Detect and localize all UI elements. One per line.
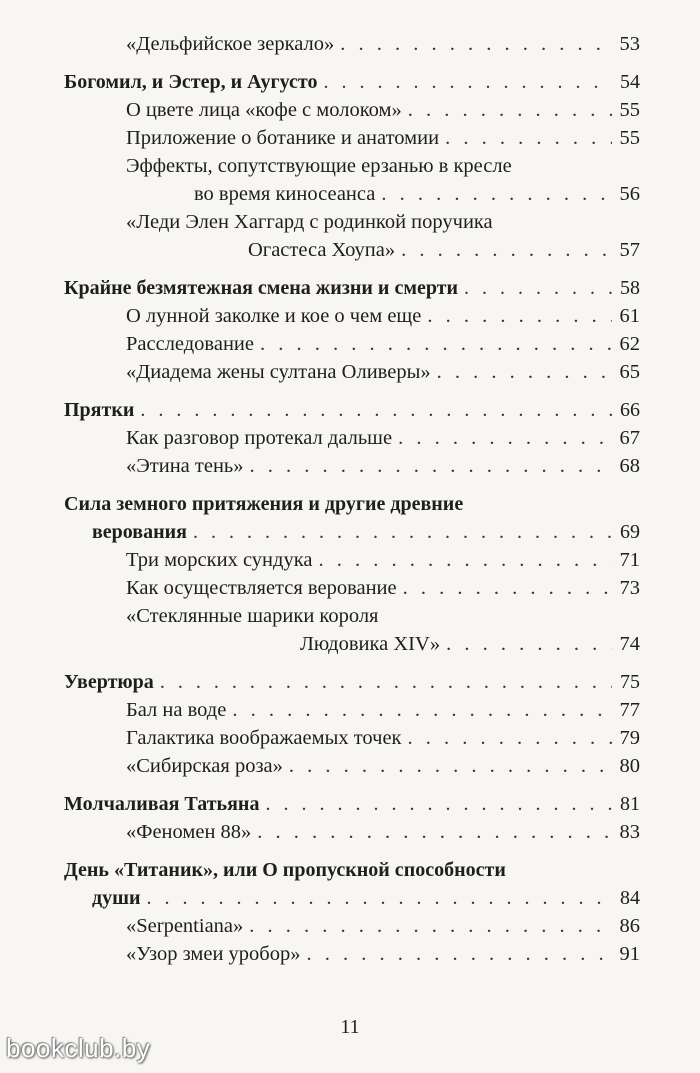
toc-entry-title: верования bbox=[92, 521, 187, 543]
toc-page-number: 81 bbox=[620, 793, 640, 815]
toc-subsection bbox=[64, 818, 640, 846]
toc-page-number: 79 bbox=[619, 727, 640, 749]
dot-leader bbox=[140, 396, 612, 424]
dot-leader bbox=[232, 696, 612, 724]
toc-entry-title: Богомил, и Эстер, и Аугусто bbox=[64, 71, 318, 93]
toc-subsection bbox=[64, 602, 640, 658]
dot-leader bbox=[306, 940, 612, 968]
dot-leader bbox=[437, 358, 612, 386]
dot-leader bbox=[464, 274, 612, 302]
dot-leader bbox=[318, 546, 612, 574]
toc-chapter bbox=[64, 668, 640, 696]
dot-leader bbox=[408, 724, 612, 752]
toc-subsection bbox=[64, 152, 640, 208]
toc-entry-title: «Узор змеи уробор» bbox=[126, 943, 301, 965]
dot-leader bbox=[445, 124, 612, 152]
toc-subsection bbox=[64, 912, 640, 940]
dot-leader bbox=[427, 302, 612, 330]
toc-page-number: 68 bbox=[619, 455, 640, 477]
toc-subsection bbox=[64, 940, 640, 968]
toc-subsection bbox=[64, 424, 640, 452]
toc-entry-title: Как осуществляется верование bbox=[126, 577, 397, 599]
toc-entry-title: души bbox=[92, 887, 141, 909]
toc-page-number: 65 bbox=[619, 361, 640, 383]
toc-page-number: 75 bbox=[620, 671, 640, 693]
toc-entry-title: Три морских сундука bbox=[126, 549, 313, 571]
dot-leader bbox=[323, 68, 612, 96]
toc-entry-title-line1: День «Титаник», или О пропускной способности bbox=[64, 859, 506, 881]
toc-page-number: 73 bbox=[619, 577, 640, 599]
toc-entry-title: во время киносеанса bbox=[194, 183, 376, 205]
dot-leader bbox=[147, 884, 612, 912]
toc-page-number: 69 bbox=[620, 521, 640, 543]
toc-page-number: 77 bbox=[619, 699, 640, 721]
toc-page-number: 71 bbox=[619, 549, 640, 571]
toc-entry-title-line1: «Леди Элен Хаггард с родинкой поручика bbox=[126, 211, 493, 233]
page-number: 11 bbox=[340, 1016, 360, 1038]
toc-page-number: 83 bbox=[619, 821, 640, 843]
toc-entry-title: «Сибирская роза» bbox=[126, 755, 283, 777]
toc-subsection bbox=[64, 696, 640, 724]
toc-chapter bbox=[64, 856, 640, 912]
dot-leader bbox=[250, 452, 612, 480]
toc-subsection bbox=[64, 124, 640, 152]
toc-entry-title: Галактика воображаемых точек bbox=[126, 727, 402, 749]
toc-subsection bbox=[64, 546, 640, 574]
toc-entry-title: О лунной заколке и кое о чем еще bbox=[126, 305, 422, 327]
watermark: bookclub.by bbox=[6, 1033, 151, 1063]
toc-chapter bbox=[64, 274, 640, 302]
toc-entry-title: Увертюра bbox=[64, 671, 154, 693]
toc-entry-title: «Serpentiana» bbox=[126, 915, 244, 937]
toc-subsection bbox=[64, 302, 640, 330]
toc-entry-title: «Феномен 88» bbox=[126, 821, 252, 843]
toc-chapter bbox=[64, 790, 640, 818]
toc-page-number: 55 bbox=[619, 127, 640, 149]
toc-entry-title: Расследование bbox=[126, 333, 254, 355]
toc-entry-title: Прятки bbox=[64, 399, 135, 421]
toc-page-number: 57 bbox=[619, 239, 640, 261]
toc-page-number: 55 bbox=[619, 99, 640, 121]
toc-entry-title: Как разговор протекал дальше bbox=[126, 427, 393, 449]
dot-leader bbox=[265, 790, 612, 818]
dot-leader bbox=[249, 912, 612, 940]
toc-entry-title: О цвете лица «кофе с молоком» bbox=[126, 99, 402, 121]
toc-entry-title: «Дельфийское зеркало» bbox=[126, 33, 335, 55]
dot-leader bbox=[381, 180, 612, 208]
toc-page-number: 84 bbox=[620, 887, 640, 909]
toc-subsection bbox=[64, 30, 640, 58]
dot-leader bbox=[260, 330, 612, 358]
toc-subsection bbox=[64, 96, 640, 124]
toc-page-number: 67 bbox=[619, 427, 640, 449]
toc-entry-title: «Этина тень» bbox=[126, 455, 244, 477]
dot-leader bbox=[401, 236, 612, 264]
toc-page-number: 62 bbox=[619, 333, 640, 355]
toc-page-number: 80 bbox=[619, 755, 640, 777]
toc-entry-title-line1: Эффекты, сопутствующие ерзанью в кресле bbox=[126, 155, 512, 177]
dot-leader bbox=[340, 30, 612, 58]
toc-entry-title: «Диадема жены султана Оливеры» bbox=[126, 361, 431, 383]
toc-page-number: 74 bbox=[619, 633, 640, 655]
toc-entry-title-line1: Сила земного притяжения и другие древние bbox=[64, 493, 464, 515]
toc-subsection bbox=[64, 724, 640, 752]
toc-page-number: 86 bbox=[619, 915, 640, 937]
dot-leader bbox=[193, 518, 612, 546]
toc-page-number: 66 bbox=[620, 399, 640, 421]
toc-page-number: 61 bbox=[619, 305, 640, 327]
toc-entry-title: Молчаливая Татьяна bbox=[64, 793, 260, 815]
dot-leader bbox=[289, 752, 612, 780]
dot-leader bbox=[446, 630, 612, 658]
toc-subsection bbox=[64, 208, 640, 264]
toc-entry-title: Бал на воде bbox=[126, 699, 227, 721]
toc-subsection bbox=[64, 752, 640, 780]
dot-leader bbox=[398, 424, 612, 452]
toc-subsection bbox=[64, 452, 640, 480]
dot-leader bbox=[408, 96, 612, 124]
toc-page-number: 58 bbox=[620, 277, 640, 299]
dot-leader bbox=[160, 668, 612, 696]
toc-entry-title: Огастеса Хоупа» bbox=[248, 239, 396, 261]
toc-page-number: 56 bbox=[619, 183, 640, 205]
toc-subsection bbox=[64, 358, 640, 386]
toc-page-number: 53 bbox=[619, 33, 640, 55]
toc-subsection bbox=[64, 330, 640, 358]
toc-chapter bbox=[64, 490, 640, 546]
toc-entry-title-line1: «Стеклянные шарики короля bbox=[126, 605, 379, 627]
toc-page-number: 91 bbox=[619, 943, 640, 965]
toc-entry-title: Крайне безмятежная смена жизни и смерти bbox=[64, 277, 459, 299]
table-of-contents bbox=[64, 30, 640, 968]
dot-leader bbox=[257, 818, 612, 846]
toc-chapter bbox=[64, 68, 640, 96]
toc-entry-title: Людовика XIV» bbox=[300, 633, 441, 655]
toc-page-number: 54 bbox=[620, 71, 640, 93]
dot-leader bbox=[403, 574, 612, 602]
toc-chapter bbox=[64, 396, 640, 424]
toc-entry-title: Приложение о ботанике и анатомии bbox=[126, 127, 440, 149]
toc-subsection bbox=[64, 574, 640, 602]
